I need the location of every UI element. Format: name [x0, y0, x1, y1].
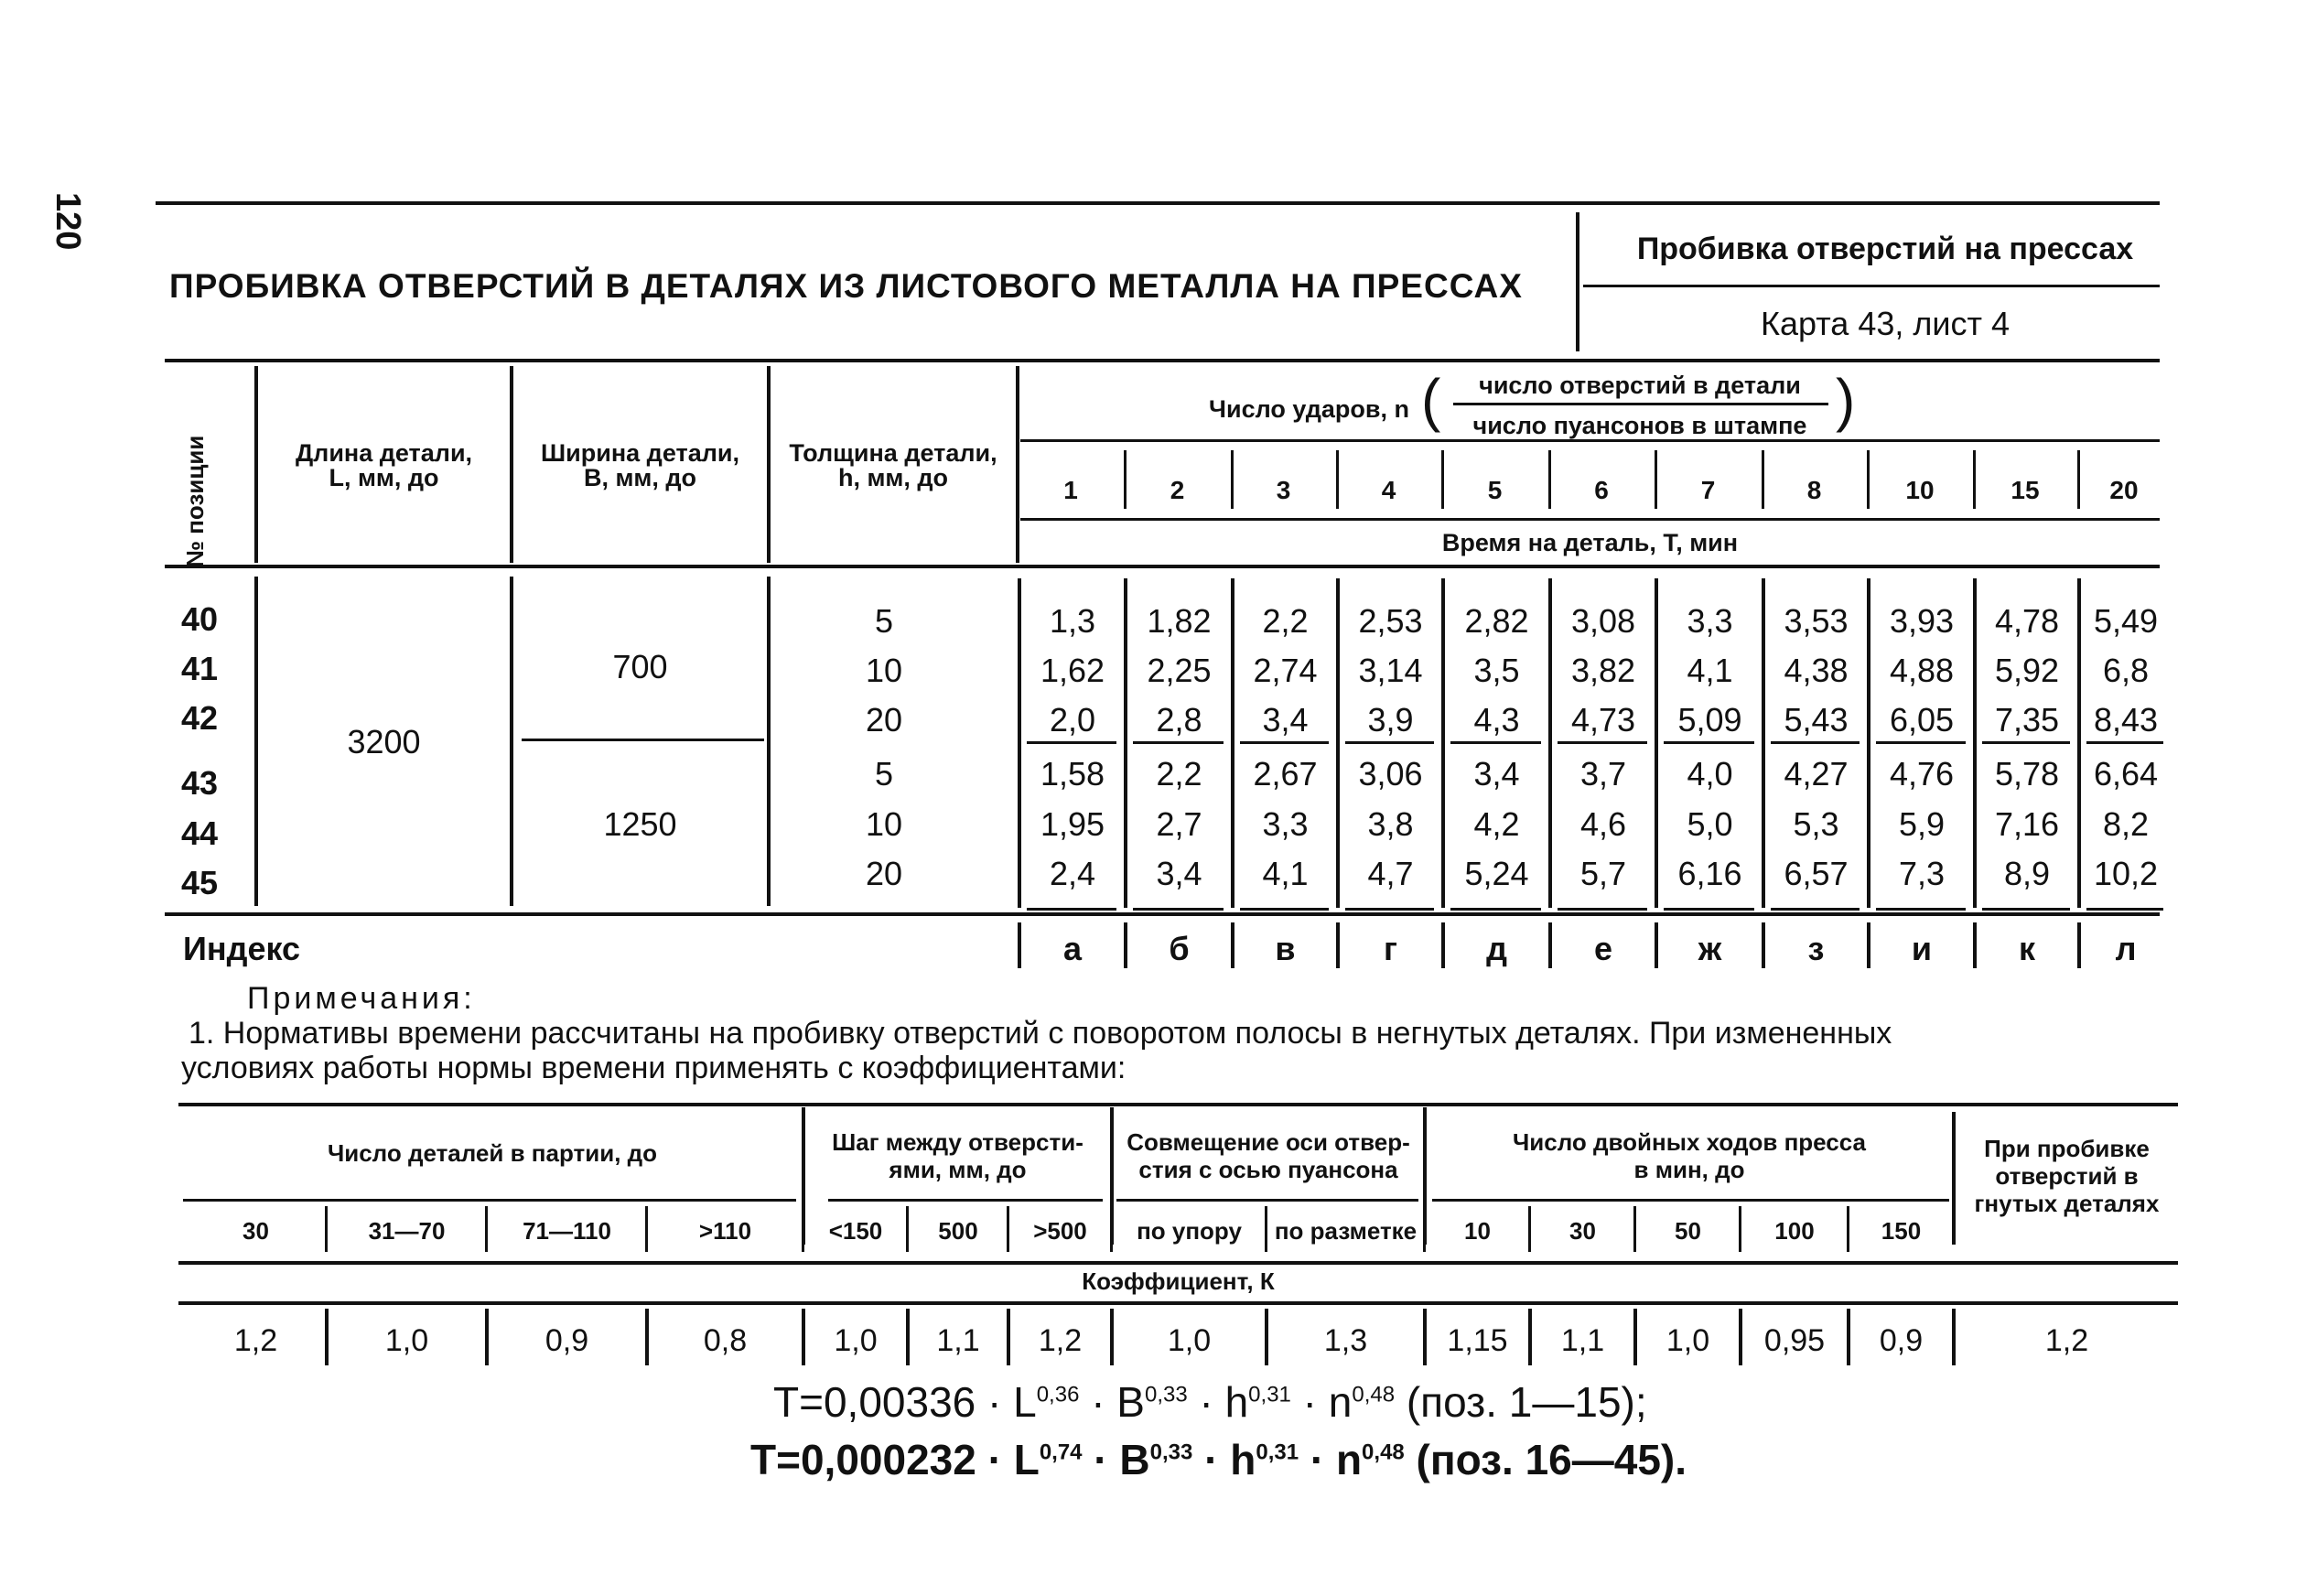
row-group-rule	[1240, 908, 1329, 911]
time-value: 5,9	[1898, 805, 1946, 843]
time-value: 2,8	[1156, 701, 1202, 739]
row-group-rule	[1133, 908, 1224, 911]
table-header-rule	[165, 565, 2160, 568]
coef-value: 1,2	[1038, 1323, 1083, 1358]
coef-subheader: 10	[1464, 1217, 1491, 1245]
coef-sub-separator	[1423, 1206, 1426, 1252]
time-value: 2,7	[1156, 805, 1202, 843]
time-value: 5,0	[1687, 805, 1733, 843]
time-value: 2,53	[1358, 602, 1423, 640]
coef-value: 0,95	[1763, 1323, 1826, 1358]
time-value: 5,92	[1994, 652, 2060, 689]
time-value: 3,3	[1262, 805, 1309, 843]
coef-value: 1,1	[1560, 1323, 1605, 1358]
row-group-rule	[1664, 741, 1754, 744]
time-value: 3,4	[1156, 855, 1202, 892]
time-value: 7,16	[1994, 805, 2060, 843]
hdr-vline	[1016, 366, 1019, 563]
time-value: 5,09	[1677, 701, 1742, 739]
time-value: 4,73	[1570, 701, 1636, 739]
time-value: 1,58	[1040, 755, 1105, 793]
index-letter: г	[1384, 930, 1397, 967]
coef-value: 1,0	[384, 1323, 429, 1358]
coef-value-separator	[1528, 1309, 1532, 1365]
row-group-rule	[1982, 908, 2070, 911]
row-group-rule	[1345, 741, 1434, 744]
time-value: 8,9	[2003, 855, 2051, 892]
time-value: 7,35	[1994, 701, 2060, 739]
formula-1: $T=0,00336 \cdot L^{0,36} \cdot B^{0,33} \cdot h^{0,31} \cdot n^{0,48}$ (поз. 1—15);	[773, 1378, 1647, 1426]
coef-sub-separator	[645, 1206, 648, 1252]
coef-value-separator	[1952, 1309, 1956, 1365]
coef-value: 1,2	[2044, 1323, 2089, 1358]
time-value: 3,53	[1784, 602, 1849, 640]
pitch-header: Шаг между отверсти- ями, мм, до	[832, 1128, 1083, 1183]
time-value: 5,49	[2093, 602, 2159, 640]
time-value: 8,2	[2102, 805, 2150, 843]
time-value: 1,82	[1147, 602, 1212, 640]
row-group-rule	[1345, 908, 1434, 911]
table-top-rule	[165, 359, 2160, 362]
coef-subheader: >500	[1033, 1217, 1087, 1245]
n-col-separator	[1441, 450, 1444, 509]
width-value-1250: 1250	[603, 805, 677, 843]
coef-sub-separator	[906, 1206, 909, 1252]
thickness-value: 5	[874, 755, 894, 793]
thickness-header: Толщина детали, h, мм, до	[789, 439, 997, 491]
row-group-rule	[1240, 741, 1329, 744]
time-value: 3,5	[1473, 652, 1520, 689]
coef-value-separator	[1739, 1309, 1742, 1365]
time-value: 2,67	[1253, 755, 1318, 793]
row-group-rule	[1558, 741, 1647, 744]
time-value: 2,2	[1156, 755, 1202, 793]
index-col-separator	[1018, 922, 1021, 968]
time-value: 6,8	[2102, 652, 2150, 689]
row-group-rule	[1027, 908, 1116, 911]
time-value: 2,82	[1464, 602, 1529, 640]
index-letter: з	[1807, 930, 1825, 967]
coef-sub-separator	[325, 1206, 328, 1252]
coef-subheader: <150	[828, 1217, 883, 1245]
time-value: 3,82	[1570, 652, 1636, 689]
n-value-header: 20	[2109, 476, 2139, 504]
card-section: Пробивка отверстий на прессах	[1636, 232, 2134, 266]
time-value: 3,4	[1262, 701, 1309, 739]
n-value-header: 1	[1063, 476, 1078, 504]
time-value: 2,74	[1253, 652, 1318, 689]
position-number: 41	[181, 650, 219, 687]
coef-value-separator	[1633, 1309, 1637, 1365]
time-value: 3,08	[1570, 602, 1636, 640]
row-group-rule	[1664, 908, 1754, 911]
index-letter: и	[1911, 930, 1933, 967]
coef-sub-separator	[1110, 1206, 1113, 1252]
table-bottom-rule	[165, 912, 2160, 916]
position-number: 44	[181, 814, 219, 852]
n-value-header: 2	[1170, 476, 1185, 504]
pitch-subrule	[828, 1199, 1103, 1202]
time-value: 3,7	[1579, 755, 1627, 793]
time-value: 1,3	[1049, 602, 1096, 640]
time-value: 10,2	[2093, 855, 2159, 892]
n-col-separator	[1973, 450, 1976, 509]
time-value: 3,14	[1358, 652, 1423, 689]
position-number: 42	[181, 699, 219, 737]
coef-subheader: >110	[698, 1217, 752, 1245]
n-col-separator	[1231, 450, 1234, 509]
time-value: 5,78	[1994, 755, 2060, 793]
note-line-2: условиях работы нормы времени применять с коэффициентами:	[181, 1051, 1127, 1085]
n-value-header: 3	[1276, 476, 1291, 504]
coef-value: 1,0	[834, 1323, 878, 1358]
coef-label-rule-bottom	[178, 1301, 2178, 1305]
n-value-header: 6	[1594, 476, 1609, 504]
coef-value-separator	[1110, 1309, 1114, 1365]
coef-value-separator	[1265, 1309, 1268, 1365]
row-group-rule	[1982, 741, 2070, 744]
coef-subheader: 71—110	[523, 1217, 611, 1245]
coef-label-rule-top	[178, 1261, 2178, 1265]
row-group-rule	[1771, 908, 1860, 911]
row-group-rule	[2086, 908, 2163, 911]
time-value: 6,57	[1784, 855, 1849, 892]
time-value: 4,76	[1889, 755, 1955, 793]
time-value: 3,9	[1367, 701, 1414, 739]
align-subrule	[1116, 1199, 1418, 1202]
time-value: 4,2	[1473, 805, 1520, 843]
coef-value-separator	[906, 1309, 910, 1365]
coef-value: 0,9	[544, 1323, 589, 1358]
coef-sub-separator	[1265, 1206, 1267, 1252]
coef-value-separator	[485, 1309, 489, 1365]
index-col-separator	[1124, 922, 1127, 968]
index-letter: б	[1169, 930, 1190, 967]
n-col-separator	[1336, 450, 1339, 509]
fraction-paren-open: (	[1421, 367, 1441, 433]
row-group-rule	[1027, 741, 1116, 744]
row-group-rule	[1450, 908, 1541, 911]
coef-subheader: 100	[1774, 1217, 1815, 1245]
body-vline	[510, 577, 513, 906]
thickness-value: 20	[865, 855, 903, 892]
coef-sub-separator	[1007, 1206, 1009, 1252]
length-value: 3200	[347, 723, 421, 760]
coef-subheader: 150	[1881, 1217, 1922, 1245]
coef-value-separator	[1007, 1309, 1010, 1365]
index-letter: е	[1593, 930, 1613, 967]
time-value: 2,2	[1262, 602, 1309, 640]
time-value: 4,0	[1687, 755, 1733, 793]
top-rule	[156, 201, 2160, 205]
time-value: 4,78	[1994, 602, 2060, 640]
strokes-header: Число ударов, n	[1209, 395, 1409, 423]
row-group-rule	[1876, 741, 1966, 744]
n-col-separator	[2077, 450, 2080, 509]
index-letter: к	[2018, 930, 2036, 967]
position-header: № позиции	[181, 435, 209, 567]
coef-value-separator	[802, 1309, 805, 1365]
row-group-rule	[1450, 741, 1541, 744]
coef-sub-separator	[1633, 1206, 1636, 1252]
index-letter: в	[1275, 930, 1296, 967]
time-value: 4,38	[1784, 652, 1849, 689]
row-group-rule	[1558, 908, 1647, 911]
time-value: 4,7	[1367, 855, 1414, 892]
index-letter: л	[2115, 930, 2137, 967]
n-value-header: 8	[1806, 476, 1822, 504]
time-value: 8,43	[2093, 701, 2159, 739]
coef-value: 1,1	[936, 1323, 980, 1358]
position-number: 40	[181, 600, 219, 638]
note-line-1: 1. Нормативы времени рассчитаны на пробивку отверстий с поворотом полосы в негнутых деталях. При измененных	[189, 1016, 1892, 1051]
time-value: 4,27	[1784, 755, 1849, 793]
notes-heading: Примечания:	[247, 981, 476, 1016]
row-group-rule	[2086, 741, 2163, 744]
coef-value-separator	[1423, 1309, 1427, 1365]
coef-sub-separator	[1528, 1206, 1531, 1252]
index-col-separator	[1655, 922, 1658, 968]
n-value-header: 7	[1700, 476, 1716, 504]
page-title: ПРОБИВКА ОТВЕРСТИЙ В ДЕТАЛЯХ ИЗ ЛИСТОВОГО МЕТАЛЛА НА ПРЕССАХ	[169, 267, 1523, 305]
index-col-separator	[1231, 922, 1234, 968]
time-value: 3,8	[1367, 805, 1414, 843]
coef-subheader: 50	[1675, 1217, 1701, 1245]
index-col-separator	[1867, 922, 1870, 968]
index-col-separator	[2077, 922, 2081, 968]
time-value: 3,3	[1687, 602, 1733, 640]
coef-value-separator	[645, 1309, 649, 1365]
batch-header: Число деталей в партии, до	[327, 1139, 658, 1167]
index-col-separator	[1441, 922, 1445, 968]
coef-value-separator	[1847, 1309, 1850, 1365]
index-label: Индекс	[183, 930, 301, 967]
n-col-separator	[1762, 450, 1764, 509]
time-value: 5,7	[1579, 855, 1627, 892]
coef-value-separator	[325, 1309, 329, 1365]
index-col-separator	[1336, 922, 1340, 968]
time-value: 7,3	[1898, 855, 1946, 892]
thickness-value: 5	[874, 602, 894, 640]
n-values-rule	[1020, 518, 2160, 521]
width-value-700: 700	[612, 648, 668, 685]
n-col-separator	[1548, 450, 1551, 509]
title-divider	[1576, 212, 1579, 351]
coef-subheader: по упору	[1137, 1217, 1242, 1245]
index-letter: д	[1486, 930, 1507, 967]
coef-sub-separator	[802, 1206, 804, 1252]
n-col-separator	[1655, 450, 1657, 509]
strokes-subrule	[1432, 1199, 1949, 1202]
batch-subrule	[183, 1199, 796, 1202]
time-value: 4,1	[1687, 652, 1733, 689]
time-value: 4,6	[1579, 805, 1627, 843]
strokes-rule	[1020, 439, 2160, 442]
card-divider	[1583, 285, 2160, 287]
coef-value: 0,8	[703, 1323, 748, 1358]
n-value-header: 10	[1905, 476, 1935, 504]
fraction-paren-close: )	[1836, 367, 1856, 433]
coef-value: 1,2	[233, 1323, 278, 1358]
coef-top-rule	[178, 1103, 2178, 1106]
page-number: 120	[49, 192, 87, 251]
index-letter: а	[1062, 930, 1083, 967]
coef-subheader: 30	[1569, 1217, 1596, 1245]
coef-sub-separator	[1847, 1206, 1849, 1252]
fraction-line	[1453, 403, 1828, 405]
coef-sub-separator	[485, 1206, 488, 1252]
width-header: Ширина детали, В, мм, до	[541, 439, 739, 491]
time-value: 1,62	[1040, 652, 1105, 689]
n-value-header: 5	[1487, 476, 1503, 504]
coef-value: 1,0	[1666, 1323, 1710, 1358]
align-header: Совмещение оси отвер- стия с осью пуансона	[1127, 1128, 1410, 1183]
time-value: 3,06	[1358, 755, 1423, 793]
index-col-separator	[1762, 922, 1765, 968]
position-number: 45	[181, 864, 219, 901]
position-number: 43	[181, 764, 219, 802]
time-header: Время на деталь, Т, мин	[1441, 529, 1739, 556]
time-value: 4,3	[1473, 701, 1520, 739]
time-value: 4,1	[1262, 855, 1309, 892]
bent-parts-header: При пробивке отверстий в гнутых деталях	[1974, 1135, 2160, 1217]
row-group-rule	[1876, 908, 1966, 911]
time-value: 4,88	[1889, 652, 1955, 689]
time-value: 2,0	[1049, 701, 1096, 739]
time-value: 5,3	[1793, 805, 1839, 843]
coef-value: 1,0	[1167, 1323, 1212, 1358]
n-col-separator	[1124, 450, 1127, 509]
index-letter: ж	[1698, 930, 1722, 967]
n-value-header: 15	[2011, 476, 2040, 504]
time-value: 6,16	[1677, 855, 1742, 892]
n-col-separator	[1867, 450, 1870, 509]
coef-value: 0,9	[1879, 1323, 1924, 1358]
card-number: Карта 43, лист 4	[1760, 305, 2010, 342]
thickness-value: 10	[865, 805, 903, 843]
time-value: 5,24	[1464, 855, 1529, 892]
coef-value: 1,15	[1447, 1323, 1508, 1358]
thickness-value: 20	[865, 701, 903, 739]
thickness-value: 10	[865, 652, 903, 689]
strokes-per-min-header: Число двойных ходов пресса в мин, до	[1513, 1128, 1866, 1183]
fraction-bottom: число пуансонов в штампе	[1472, 412, 1807, 439]
coef-subheader: по разметке	[1274, 1217, 1418, 1245]
coef-label: Коэффициент, К	[1082, 1267, 1275, 1295]
coef-subheader: 500	[938, 1217, 978, 1245]
index-col-separator	[1548, 922, 1552, 968]
time-value: 1,95	[1040, 805, 1105, 843]
time-value: 6,05	[1889, 701, 1955, 739]
time-value: 6,64	[2093, 755, 2159, 793]
coef-subheader: 31—70	[368, 1217, 446, 1245]
length-header: Длина детали, L, мм, до	[295, 439, 473, 491]
row-group-rule	[1133, 741, 1224, 744]
fraction-top: число отверстий в детали	[1479, 372, 1801, 399]
time-value: 2,25	[1147, 652, 1212, 689]
coef-sub-separator	[1739, 1206, 1741, 1252]
time-value: 2,4	[1049, 855, 1096, 892]
row-group-rule	[1771, 741, 1860, 744]
time-value: 3,4	[1473, 755, 1520, 793]
formula-2: $T=0,000232 \cdot L^{0,74} \cdot B^{0,33} \cdot h^{0,31} \cdot n^{0,48}$ (поз. 16—45).	[750, 1436, 1687, 1483]
coef-value: 1,3	[1323, 1323, 1368, 1358]
n-value-header: 4	[1381, 476, 1396, 504]
width-group-divider	[522, 739, 764, 741]
index-col-separator	[1973, 922, 1977, 968]
coef-subheader: 30	[243, 1217, 269, 1245]
time-value: 5,43	[1784, 701, 1849, 739]
time-value: 3,93	[1889, 602, 1955, 640]
